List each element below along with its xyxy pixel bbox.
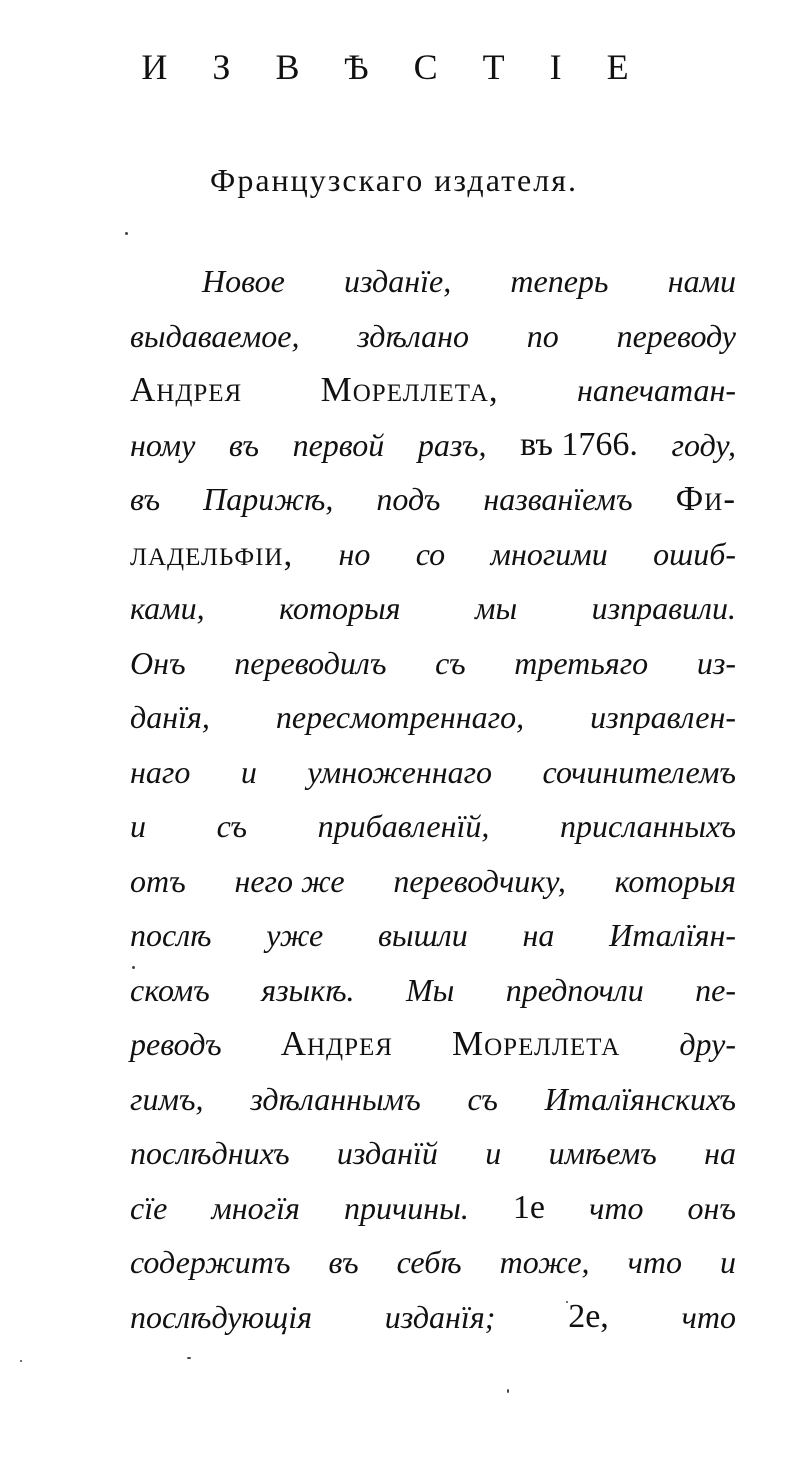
word: выдаваемое, <box>130 317 300 354</box>
word: причины. <box>344 1189 469 1226</box>
word: и <box>130 808 146 844</box>
word: прибавленїй, <box>317 808 490 844</box>
word: теперь <box>510 263 609 299</box>
body-text <box>130 254 736 1344</box>
word: 2е, <box>568 1297 609 1335</box>
text-line <box>130 1181 736 1236</box>
word: которыя <box>614 862 736 899</box>
text-line <box>130 636 736 691</box>
word: по <box>526 317 559 354</box>
text-line <box>130 1126 736 1181</box>
word: сочинителемъ <box>542 753 736 790</box>
text-line <box>130 690 736 745</box>
word: Онъ <box>130 644 186 681</box>
word: из- <box>696 644 736 681</box>
word: переводилъ <box>234 644 387 681</box>
word: себѣ <box>396 1244 462 1280</box>
word: многїя <box>211 1189 300 1226</box>
scan-speck <box>566 1301 568 1303</box>
word: Фи- <box>675 479 736 518</box>
word: 1е <box>512 1188 545 1226</box>
text-line <box>130 363 736 418</box>
text-line <box>130 799 736 854</box>
word: наго <box>130 753 191 790</box>
word: ошиб- <box>653 535 736 572</box>
word: и <box>485 1135 502 1171</box>
word: присланныхъ <box>560 808 736 844</box>
word: здѣланнымъ <box>250 1080 421 1117</box>
text-line <box>130 745 736 800</box>
word: на <box>522 917 555 953</box>
scan-speck <box>507 1389 509 1393</box>
word: изданїе, <box>343 263 452 299</box>
word: тоже, <box>499 1244 590 1280</box>
word: что <box>589 1189 644 1226</box>
word: разъ, <box>417 426 487 463</box>
word: вышли <box>378 917 468 953</box>
text-line <box>130 309 736 364</box>
word: предпочли <box>505 971 644 1008</box>
word: что <box>627 1244 682 1280</box>
scan-speck <box>20 1360 22 1362</box>
word: Италїян- <box>609 917 736 953</box>
text-line <box>130 908 736 963</box>
word: него же <box>234 862 345 899</box>
word: послѣдующія <box>130 1298 312 1335</box>
scan-speck <box>125 232 128 235</box>
word: и <box>720 1244 736 1280</box>
text-line <box>130 963 736 1018</box>
word: имѣемъ <box>548 1135 657 1171</box>
word: Андрея <box>280 1024 393 1063</box>
word: переводу <box>616 317 736 354</box>
scan-speck <box>132 966 135 969</box>
word: дру- <box>679 1026 736 1062</box>
word: Парижѣ, <box>203 481 334 517</box>
text-line <box>130 472 736 527</box>
word: данїя, <box>130 699 210 735</box>
word: подъ <box>376 481 441 517</box>
word: многими <box>490 535 608 572</box>
word: послѣ <box>130 917 212 953</box>
word: Мы <box>405 971 455 1008</box>
word: но <box>338 535 371 572</box>
word: третьяго <box>514 644 649 681</box>
word: ному <box>130 426 196 463</box>
word: пе- <box>695 971 736 1008</box>
word: названїемъ <box>483 481 633 517</box>
word: Андрея <box>130 370 243 409</box>
scan-speck <box>187 1357 191 1359</box>
word: отъ <box>130 862 186 899</box>
word: ками, <box>130 590 205 626</box>
word: первой <box>292 426 385 463</box>
word: нами <box>667 263 736 299</box>
word: содержитъ <box>130 1244 291 1280</box>
word: Новое <box>202 263 285 299</box>
word: съ <box>467 1080 498 1117</box>
word: уже <box>266 917 324 953</box>
word: изданїя; <box>384 1298 496 1335</box>
word: которыя <box>279 590 401 626</box>
word: здѣлано <box>357 317 470 354</box>
word: изправлен- <box>590 699 736 735</box>
word: изданїй <box>336 1135 438 1171</box>
word: въ <box>228 426 259 463</box>
word: переводчику, <box>393 862 566 899</box>
word: съ <box>435 644 466 681</box>
word: Мореллета, <box>320 370 499 409</box>
word: на <box>704 1135 736 1171</box>
text-line <box>130 527 736 582</box>
text-line <box>130 418 736 473</box>
word: умноженнаго <box>307 753 493 790</box>
word: въ <box>328 1244 359 1280</box>
word: Италїянскихъ <box>544 1080 736 1117</box>
word: мы <box>475 590 518 626</box>
word: въ 1766. <box>520 425 638 463</box>
word: изправили. <box>591 590 736 626</box>
word: что <box>681 1298 736 1335</box>
word: въ <box>130 481 161 517</box>
text-line <box>130 1235 736 1290</box>
word: гимъ, <box>130 1080 204 1117</box>
word: Мореллета <box>451 1024 621 1063</box>
word: скомъ <box>130 971 210 1008</box>
word: онъ <box>687 1189 736 1226</box>
text-line <box>130 1017 736 1072</box>
word: ладельфіи, <box>130 533 294 573</box>
word: съ <box>216 808 248 844</box>
word: году, <box>671 426 736 463</box>
word: сїе <box>130 1189 168 1226</box>
text-line <box>130 254 736 309</box>
word: языкѣ. <box>261 971 355 1008</box>
word: пересмотреннаго, <box>275 699 525 735</box>
word: послѣднихъ <box>130 1135 290 1171</box>
text-line <box>130 581 736 636</box>
word: со <box>415 535 446 572</box>
page-heading: И З В Ѣ С Т І Е <box>141 47 647 87</box>
text-line <box>130 1072 736 1127</box>
text-line <box>130 1290 736 1345</box>
word: напечатан- <box>577 372 736 408</box>
page-subheading: Французскаго издателя. <box>210 162 578 198</box>
word: и <box>240 753 257 790</box>
text-line <box>130 854 736 909</box>
word: реводъ <box>130 1026 222 1062</box>
